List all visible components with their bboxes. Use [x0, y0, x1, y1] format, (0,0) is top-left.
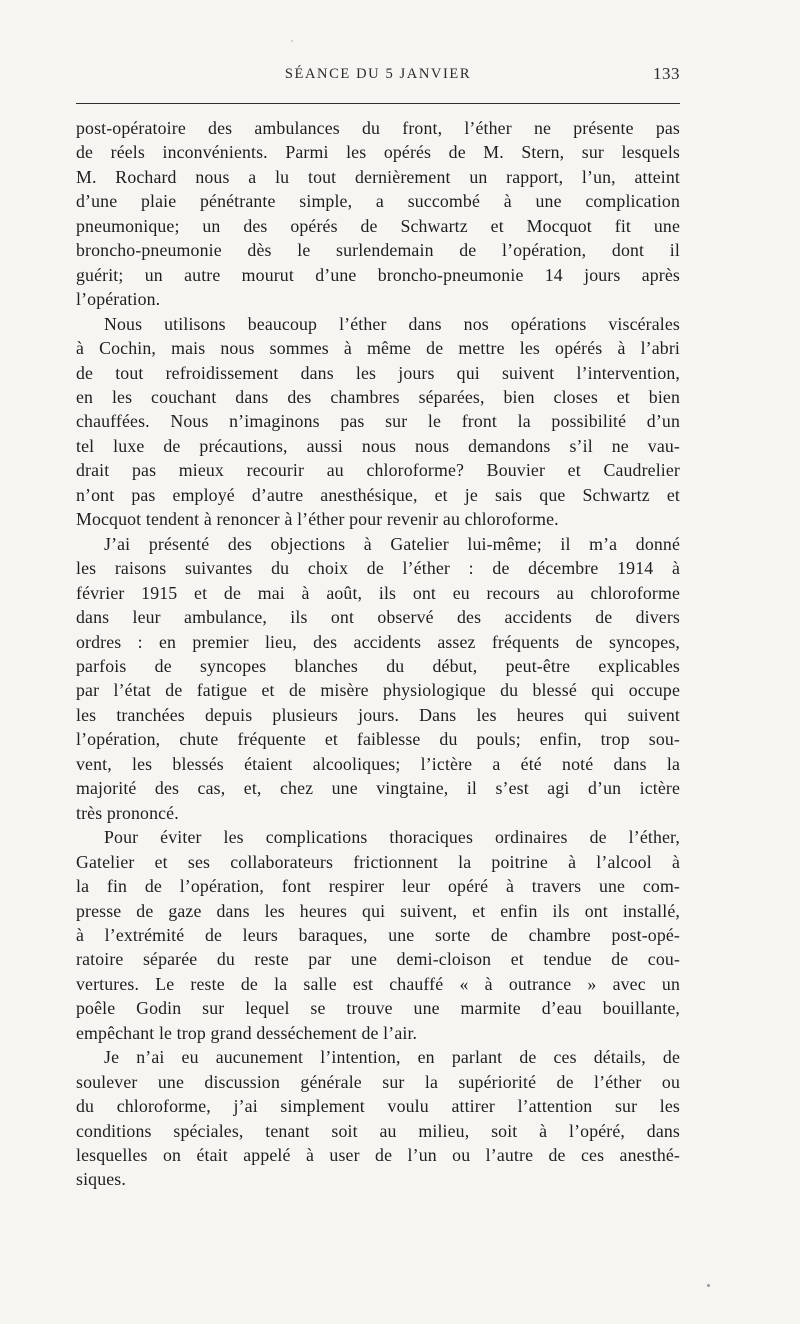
text-line: n’ont pas employé d’autre anesthésique, et je sais que Schwartz et [76, 484, 680, 505]
text-line: siques. [76, 1169, 126, 1190]
text-line: très prononcé. [76, 802, 179, 823]
paragraph [76, 532, 680, 825]
text-line: majorité des cas, et, chez une vingtaine, il s’est agi d’un ictère [76, 778, 680, 799]
text-line: à Cochin, mais nous sommes à même de mettre les opérés à l’abri [76, 338, 680, 359]
text-line: post-opératoire des ambulances du front, l’éther ne présente pas [76, 118, 680, 138]
text-line: février 1915 et de mai à août, ils ont eu recours au chloroforme [76, 582, 680, 603]
paragraph [76, 312, 680, 532]
body-text [76, 116, 680, 1192]
text-line: par l’état de fatigue et de misère physiologique du blessé qui occupe [76, 680, 680, 701]
text-line: soulever une discussion générale sur la supériorité de l’éther ou [76, 1071, 680, 1092]
paragraph [76, 1045, 680, 1192]
text-line: Je n’ai eu aucunement l’intention, en parlant de ces détails, de [104, 1047, 680, 1068]
text-line: broncho-pneumonie dès le surlendemain de l’opération, dont il [76, 240, 680, 261]
paper-speck [291, 40, 293, 42]
text-line: d’une plaie pénétrante simple, a succombé à une complication [76, 191, 680, 212]
running-title: SÉANCE DU 5 JANVIER [284, 66, 472, 82]
text-line: Nous utilisons beaucoup l’éther dans nos opérations viscérales [104, 313, 680, 334]
text-line: poêle Godin sur lequel se trouve une marmite d’eau bouillante, [76, 998, 680, 1019]
paragraph [76, 825, 680, 1045]
header-rule [76, 103, 680, 104]
text-line: du chloroforme, j’ai simplement voulu attirer l’attention sur les [76, 1096, 680, 1117]
text-line: conditions spéciales, tenant soit au milieu, soit à l’opéré, dans [76, 1120, 680, 1141]
text-line: à l’extrémité de leurs baraques, une sorte de chambre post-opé- [76, 924, 680, 945]
text-line: lesquelles on était appelé à user de l’un ou l’autre de ces anesthé- [76, 1145, 680, 1166]
text-line: ordres : en premier lieu, des accidents assez fréquents de syncopes, [76, 631, 680, 652]
page-number: 133 [653, 64, 680, 83]
text-line: presse de gaze dans les heures qui suivent, et enfin ils ont installé, [76, 900, 680, 921]
text-line: Pour éviter les complications thoraciques ordinaires de l’éther, [104, 827, 680, 848]
text-line: vent, les blessés étaient alcooliques; l’ictère a été noté dans la [76, 753, 680, 774]
text-line: drait pas mieux recourir au chloroforme? Bouvier et Caudrelier [76, 460, 680, 481]
text-line: ratoire séparée du reste par une demi-cloison et tendue de cou- [76, 949, 680, 970]
running-head [76, 62, 680, 90]
text-line: guérit; un autre mourut d’une broncho-pneumonie 14 jours après [76, 264, 680, 285]
text-line: les tranchées depuis plusieurs jours. Dans les heures qui suivent [76, 704, 680, 725]
text-line: en les couchant dans des chambres séparées, bien closes et bien [76, 386, 680, 407]
text-line: parfois de syncopes blanches du début, peut-être explicables [76, 655, 680, 676]
text-line: J’ai présenté des objections à Gatelier lui-même; il m’a donné [104, 533, 680, 554]
text-line: tel luxe de précautions, aussi nous nous demandons s’il ne vau- [76, 435, 680, 456]
text-line: Mocquot tendent à renoncer à l’éther pour revenir au chloroforme. [76, 509, 559, 530]
text-line: Gatelier et ses collaborateurs frictionnent la poitrine à l’alcool à [76, 851, 680, 872]
paper-speck [707, 1284, 710, 1287]
text-line: chauffées. Nous n’imaginons pas sur le front la possibilité d’un [76, 411, 680, 432]
text-line: l’opération, chute fréquente et faiblesse du pouls; enfin, trop sou- [76, 729, 680, 750]
text-line: empêchant le trop grand desséchement de l’air. [76, 1022, 418, 1043]
text-line: la fin de l’opération, font respirer leur opéré à travers une com- [76, 876, 680, 897]
text-line: de tout refroidissement dans les jours qui suivent l’intervention, [76, 362, 680, 383]
paragraph [76, 116, 680, 312]
text-line: M. Rochard nous a lu tout dernièrement un rapport, l’un, atteint [76, 166, 680, 187]
text-line: pneumonique; un des opérés de Schwartz et Mocquot fit une [76, 215, 680, 236]
text-line: les raisons suivantes du choix de l’éther : de décembre 1914 à [76, 558, 680, 579]
text-line: l’opération. [76, 289, 161, 310]
text-line: dans leur ambulance, ils ont observé des accidents de divers [76, 607, 680, 628]
text-line: vertures. Le reste de la salle est chauffé « à outrance » avec un [76, 973, 680, 994]
text-line: de réels inconvénients. Parmi les opérés de M. Stern, sur lesquels [76, 142, 680, 163]
